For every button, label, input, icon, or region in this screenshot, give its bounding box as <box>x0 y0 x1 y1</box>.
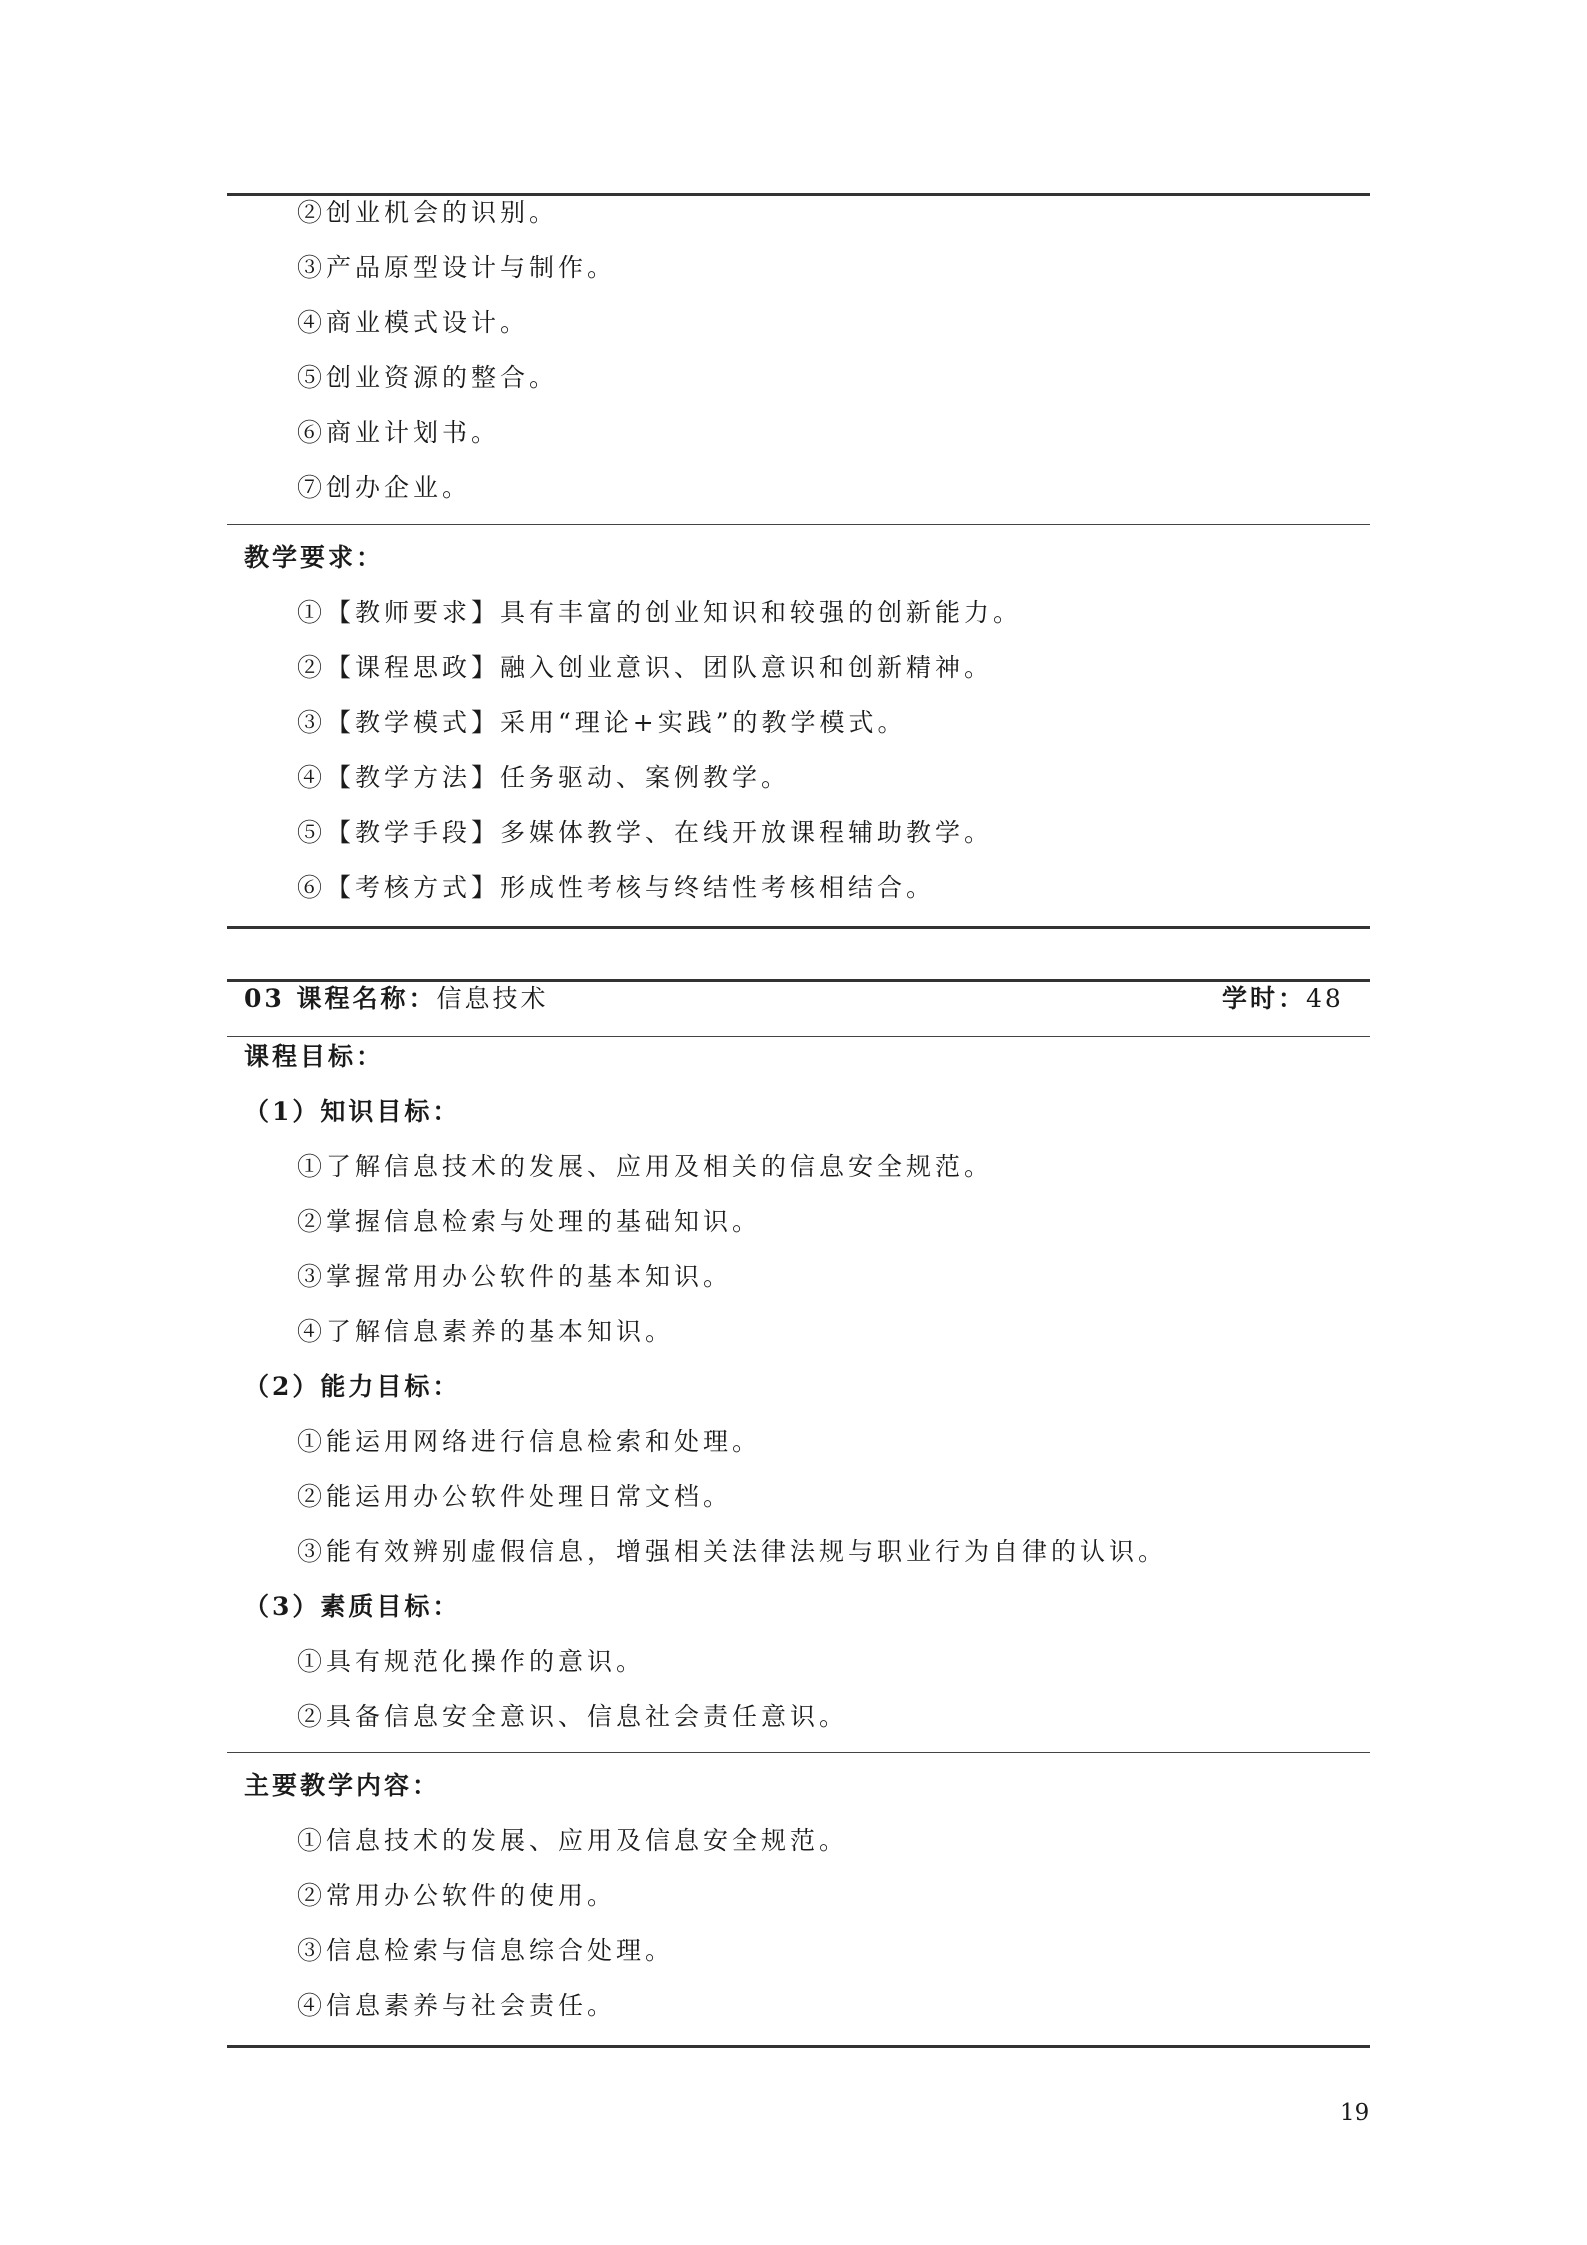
knowledge-item: ④了解信息素养的基本知识。 <box>297 1317 675 1346</box>
quality-objectives-heading: （3）素质目标： <box>244 1592 461 1621</box>
ability-item: ①能运用网络进行信息检索和处理。 <box>297 1427 762 1456</box>
table-bottom-rule <box>227 926 1370 929</box>
title-divider <box>227 1036 1370 1037</box>
ability-objectives-heading: （2）能力目标： <box>244 1372 461 1401</box>
table-top-rule <box>227 979 1370 982</box>
content-item: ④信息素养与社会责任。 <box>297 1991 617 2020</box>
content-item: ②常用办公软件的使用。 <box>297 1881 617 1910</box>
section-divider <box>227 1752 1370 1753</box>
section-divider <box>227 524 1370 525</box>
knowledge-item: ②掌握信息检索与处理的基础知识。 <box>297 1207 762 1236</box>
requirement-item: ③【教学模式】采用“理论+实践”的教学模式。 <box>297 708 907 737</box>
hours-value: 48 <box>1306 984 1344 1013</box>
quality-item: ②具备信息安全意识、信息社会责任意识。 <box>297 1702 849 1731</box>
main-content-heading: 主要教学内容： <box>244 1771 441 1800</box>
ability-item: ②能运用办公软件处理日常文档。 <box>297 1482 733 1511</box>
course-number-label: 03 课程名称： <box>244 984 437 1013</box>
hours-label: 学时： <box>1222 984 1307 1013</box>
requirement-item: ⑥【考核方式】形成性考核与终结性考核相结合。 <box>297 873 936 902</box>
content-item: ②创业机会的识别。 <box>297 198 559 227</box>
content-item: ⑦创办企业。 <box>297 473 472 502</box>
requirement-item: ⑤【教学手段】多媒体教学、在线开放课程辅助教学。 <box>297 818 994 847</box>
objectives-heading: 课程目标： <box>244 1042 385 1071</box>
page-number: 19 <box>1340 2100 1370 2126</box>
table-bottom-rule <box>227 2045 1370 2048</box>
requirement-item: ④【教学方法】任务驱动、案例教学。 <box>297 763 791 792</box>
ability-item: ③能有效辨别虚假信息，增强相关法律法规与职业行为自律的认识。 <box>297 1537 1168 1566</box>
teaching-requirements-heading: 教学要求： <box>244 543 385 572</box>
requirement-item: ②【课程思政】融入创业意识、团队意识和创新精神。 <box>297 653 994 682</box>
course-name: 信息技术 <box>436 984 549 1013</box>
knowledge-objectives-heading: （1）知识目标： <box>244 1097 461 1126</box>
course-title-row <box>244 983 549 1015</box>
content-item: ⑤创业资源的整合。 <box>297 363 559 392</box>
content-item: ③信息检索与信息综合处理。 <box>297 1936 675 1965</box>
course-hours <box>1222 983 1344 1015</box>
knowledge-item: ①了解信息技术的发展、应用及相关的信息安全规范。 <box>297 1152 994 1181</box>
content-item: ⑥商业计划书。 <box>297 418 501 447</box>
table-top-rule <box>227 193 1370 196</box>
content-item: ④商业模式设计。 <box>297 308 530 337</box>
requirement-item: ①【教师要求】具有丰富的创业知识和较强的创新能力。 <box>297 598 1023 627</box>
quality-item: ①具有规范化操作的意识。 <box>297 1647 646 1676</box>
content-item: ①信息技术的发展、应用及信息安全规范。 <box>297 1826 849 1855</box>
content-item: ③产品原型设计与制作。 <box>297 253 617 282</box>
knowledge-item: ③掌握常用办公软件的基本知识。 <box>297 1262 733 1291</box>
